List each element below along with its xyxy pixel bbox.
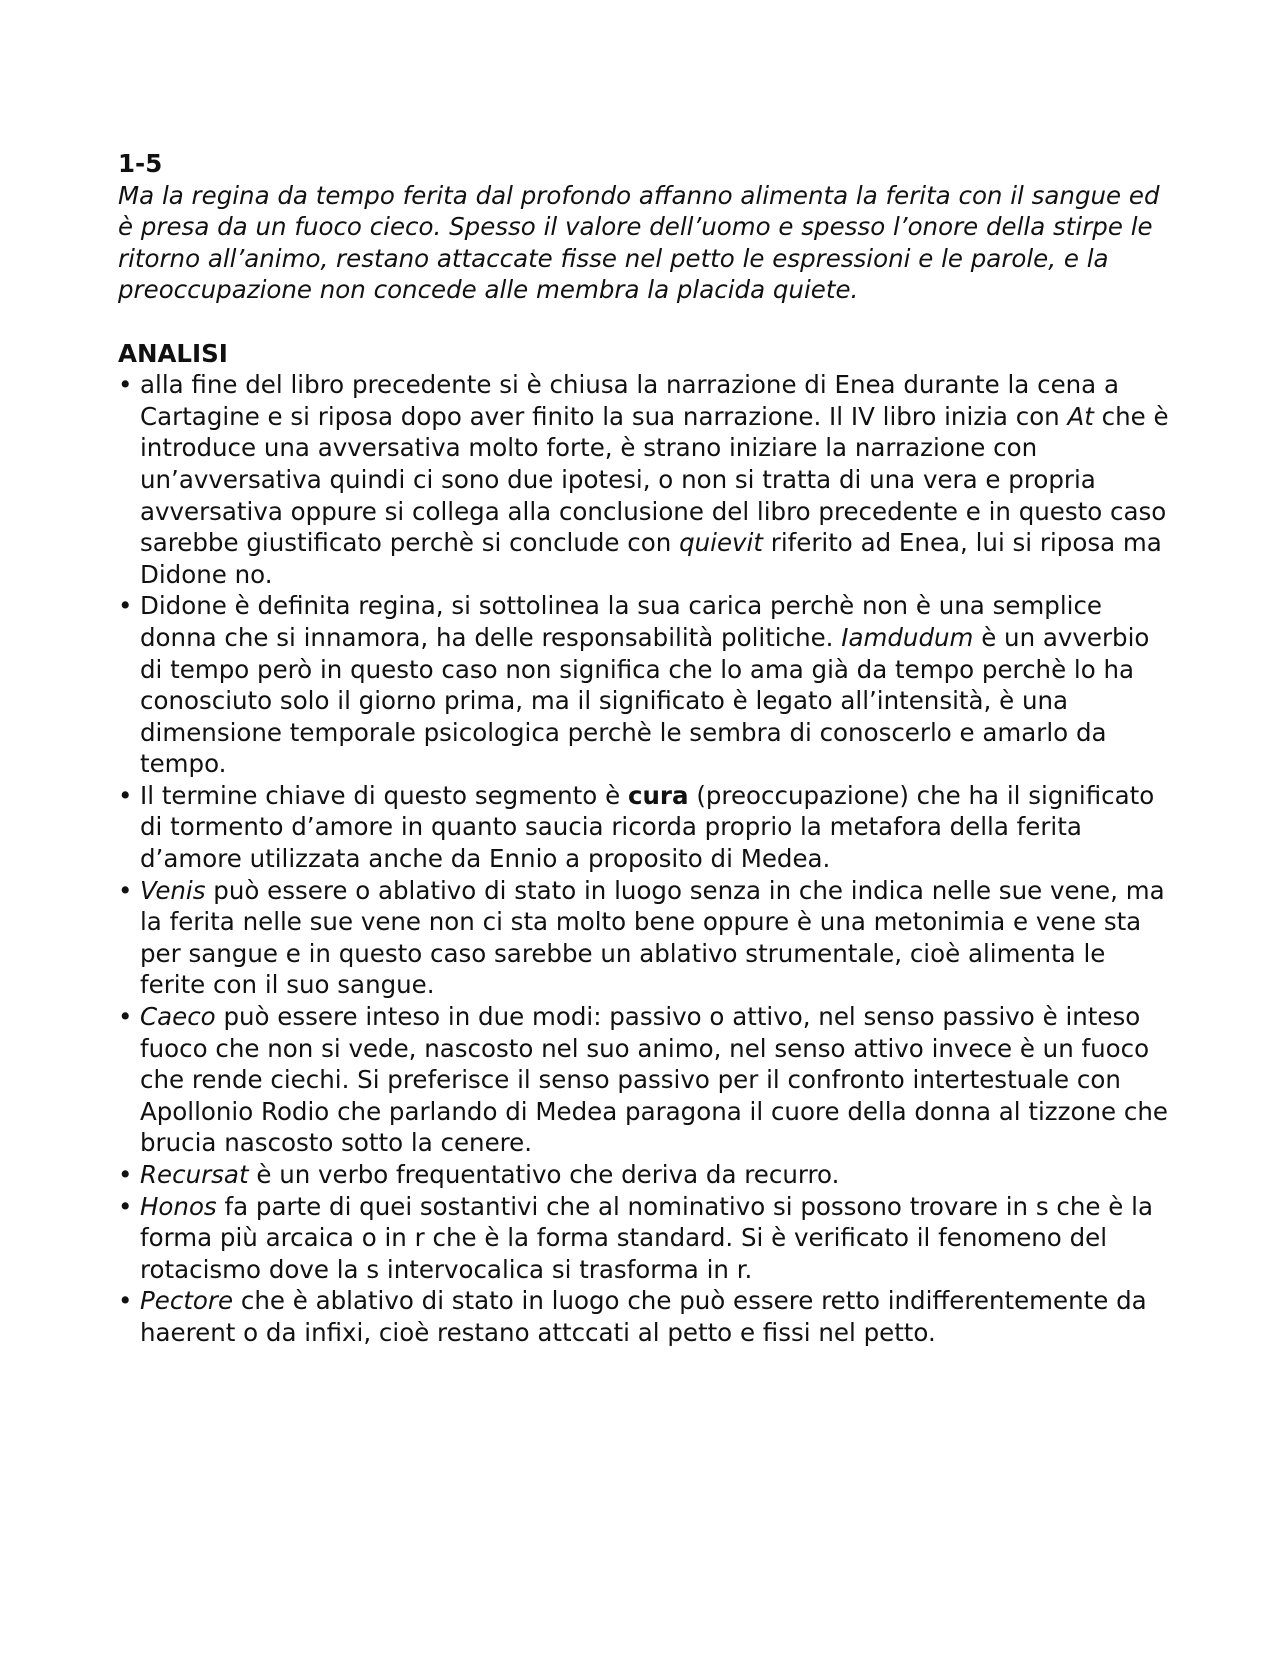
item-text: fa parte di quei sostantivi che al nominativo si possono trovare in s che è la forma più arcaica o in r che è la forma standard. Si è verificato il fenomeno del rotacismo dove la s intervocalica si trasforma in r. <box>140 1191 1153 1284</box>
latin-term: Honos <box>140 1191 217 1221</box>
item-text: può essere o ablativo di stato in luogo senza in che indica nelle sue vene, ma la ferita nelle sue vene non ci sta molto bene oppure è una metonimia e vene sta per sangue e in questo caso sarebbe un ablativo strumentale, cioè alimenta le ferite con il suo sangue. <box>140 875 1165 1000</box>
item-text: Didone è definita regina, si sottolinea la sua carica perchè non è una semplice donna che si innamora, ha delle responsabilità politiche. <box>140 591 1102 652</box>
item-text: alla fine del libro precedente si è chiusa la narrazione di Enea durante la cena a Cartagine e si riposa dopo aver finito la sua narrazione. Il IV libro inizia con <box>140 370 1119 431</box>
section-number: 1-5 <box>118 149 163 178</box>
list-item <box>118 780 1178 875</box>
latin-term: Pectore <box>140 1286 234 1316</box>
key-term: cura <box>627 780 689 810</box>
item-text: (preoccupazione) che ha il significato di tormento d’amore in quanto saucia ricorda proprio la metafora della ferita d’amore utilizzata anche da Ennio a proposito di Medea. <box>140 780 1155 874</box>
bullet-icon: • <box>118 1286 133 1316</box>
latin-term: At <box>1067 401 1094 431</box>
translation-paragraph: Ma la regina da tempo ferita dal profondo affanno alimenta la ferita con il sangue ed è presa da un fuoco cieco. Spesso il valore dell’uomo e spesso l’onore della stirpe le ritorno all’animo, restano attaccate fisse nel petto le espressioni e le parole, e la preoccupazione non concede alle membra la placida quiete. <box>118 180 1160 305</box>
analysis-heading: ANALISI <box>118 338 228 368</box>
list-item <box>118 590 1178 780</box>
bullet-icon: • <box>118 1160 133 1189</box>
bullet-icon: • <box>118 591 133 621</box>
list-item <box>118 1285 1178 1348</box>
latin-term: quievit <box>679 528 763 558</box>
item-text: riferito ad Enea, lui si riposa ma Didone no. <box>140 528 1162 589</box>
bullet-icon: • <box>118 875 133 905</box>
analysis-list <box>118 369 1178 1348</box>
item-text: può essere inteso in due modi: passivo o attivo, nel senso passivo è inteso fuoco che non si vede, nascosto nel suo animo, nel senso attivo invece è un fuoco che rende ciechi. Si preferisce il senso passivo per il confronto intertestuale con Apollonio Rodio che parlando di Medea paragona il cuore della donna al tizzone che brucia nascosto sotto la cenere. <box>140 1002 1168 1158</box>
list-item <box>118 1191 1178 1286</box>
list-item <box>118 875 1178 1001</box>
list-item <box>118 369 1178 590</box>
bullet-icon: • <box>118 780 133 810</box>
list-item <box>118 1159 1178 1191</box>
item-text: che è introduce una avversativa molto forte, è strano iniziare la narrazione con un’avversativa quindi ci sono due ipotesi, o non si tratta di una vera e propria avversativa oppure si collega alla conclusione del libro precedente e in questo caso sarebbe giustificato perchè si conclude con <box>140 401 1169 558</box>
bullet-icon: • <box>118 1002 133 1032</box>
item-text: Il termine chiave di questo segmento è <box>140 780 628 810</box>
bullet-icon: • <box>118 1191 133 1221</box>
item-text: che è ablativo di stato in luogo che può essere retto indifferentemente da haerent o da infixi, cioè restano attccati al petto e fissi nel petto. <box>140 1286 1147 1347</box>
latin-term: Iamdudum <box>841 622 974 652</box>
list-item <box>118 1001 1178 1159</box>
item-text: è un avverbio di tempo però in questo caso non significa che lo ama già da tempo perchè lo ha conosciuto solo il giorno prima, ma il significato è legato all’intensità, è una dimensione temporale psicologica perchè le sembra di conoscerlo e amarlo da tempo. <box>140 622 1150 779</box>
item-text: è un verbo frequentativo che deriva da recurro. <box>248 1160 840 1189</box>
latin-term: Recursat <box>140 1160 249 1189</box>
latin-term: Venis <box>140 875 206 905</box>
latin-term: Caeco <box>140 1002 216 1032</box>
document-page <box>118 148 1178 1349</box>
bullet-icon: • <box>118 370 133 400</box>
